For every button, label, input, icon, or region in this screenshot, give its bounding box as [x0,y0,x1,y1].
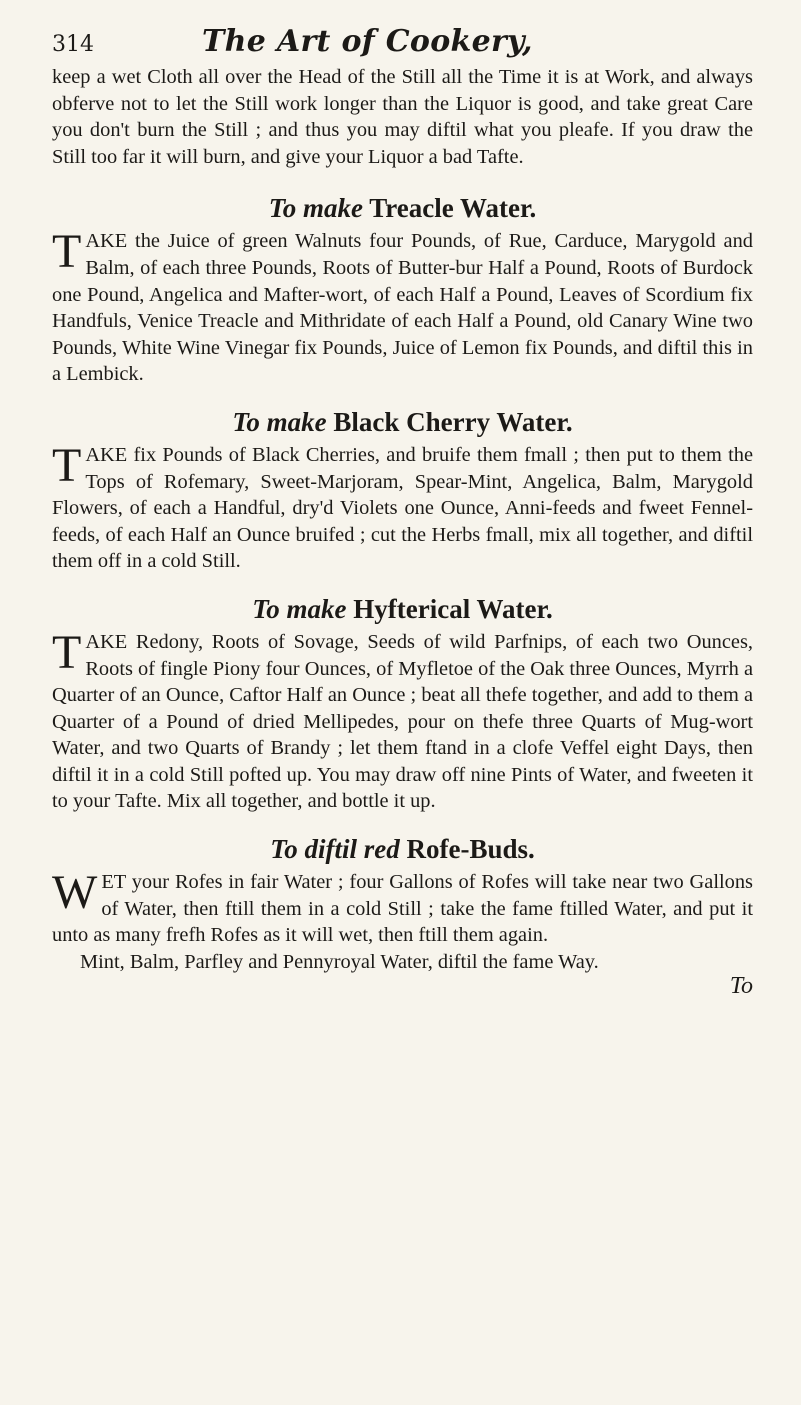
intro-paragraph: keep a wet Cloth all over the Head of the Still all the Time it is at Work, and always obferve not to let the Still work longer than the Liquor is good, and take great Care you don't burn the Still ; and thus you may diftil what you pleafe. If you draw the Still too far it will burn, and give your Liquor a bad Tafte. [52,66,753,168]
drop-cap: T [52,225,82,279]
section-body: AKE Redony, Roots of Sovage, Seeds of wild Parfnips, of each two Ounces, Roots of fingle Piony four Ounces, of Myfletoe of the Oak three Ounces, Myrrh a Quarter of an Ounce, Caftor Half an Ounce ; beat all thefe together, and add to them a Quarter of a Pound of dried Mellipedes, pour on thefe three Quarts of Mug-wort Water, and two Quarts of Brandy ; let them ftand in a clofe Veffel eight Days, then diftil it in a cold Still pofted up. You may draw off nine Pints of Water, and fweeten it to your Tafte. Mix all together, and bottle it up. [52,630,753,813]
section-body: AKE the Juice of green Walnuts four Pounds, of Rue, Carduce, Marygold and Balm, of each three Pounds, Roots of Butter-bur Half a Pound, Roots of Burdock one Pound, Angelica and Mafter-wort, of each Half a Pound, Leaves of Scordium fix Handfuls, Venice Treacle and Mithridate of each Half a Pound, old Canary Wine two Pounds, White Wine Vinegar fix Pounds, Juice of Lemon fix Pounds, and diftil this in a Lembick. [52,230,753,386]
section-heading-black-cherry-water [52,402,753,442]
section-extra: Mint, Balm, Parfley and Pennyroyal Water, diftil the fame Way. [80,950,599,973]
heading-italic: To make [268,193,363,224]
heading-italic: To diftil red [270,834,400,865]
heading-rest: Black Cherry Water. [326,406,573,437]
section-heading-treacle-water [52,188,753,228]
heading-italic: To make [252,593,347,624]
section-body: ET your Rofes in fair Water ; four Gallons of Rofes will take near two Gallons of Water, then ftill them in a cold Still ; take the fame ftilled Water, and put it unto as many frefh Rofes as it will wet, then ftill them again. [52,871,753,947]
section-black-cherry-water [52,438,753,575]
running-title: The Art of Cookery, [202,24,533,59]
section-heading-hysterical-water [52,589,753,629]
drop-cap: T [52,438,82,492]
catchword: To [729,973,753,1000]
section-hysterical-water [52,625,753,815]
drop-cap: W [52,866,98,920]
section-treacle-water [52,225,753,388]
heading-rest: Hyfterical Water. [346,593,553,624]
section-heading-red-rose-buds [52,829,753,869]
heading-italic: To make [232,406,327,437]
section-red-rose-buds [52,866,753,975]
page-number: 314 [52,32,94,57]
running-head [52,24,753,64]
section-body: AKE fix Pounds of Black Cherries, and bruife them fmall ; then put to them the Tops of Rofemary, Sweet-Marjoram, Spear-Mint, Angelica, Balm, Marygold Flowers, of each a Handful, dry'd Violets one Ounce, Anni-feeds and fweet Fennel-feeds, of each Half an Ounce bruifed ; cut the Herbs fmall, mix all together, and diftil them off in a cold Still. [52,443,753,573]
drop-cap: T [52,625,82,679]
heading-rest: Rofe-Buds. [399,834,535,865]
heading-rest: Treacle Water. [363,193,537,224]
